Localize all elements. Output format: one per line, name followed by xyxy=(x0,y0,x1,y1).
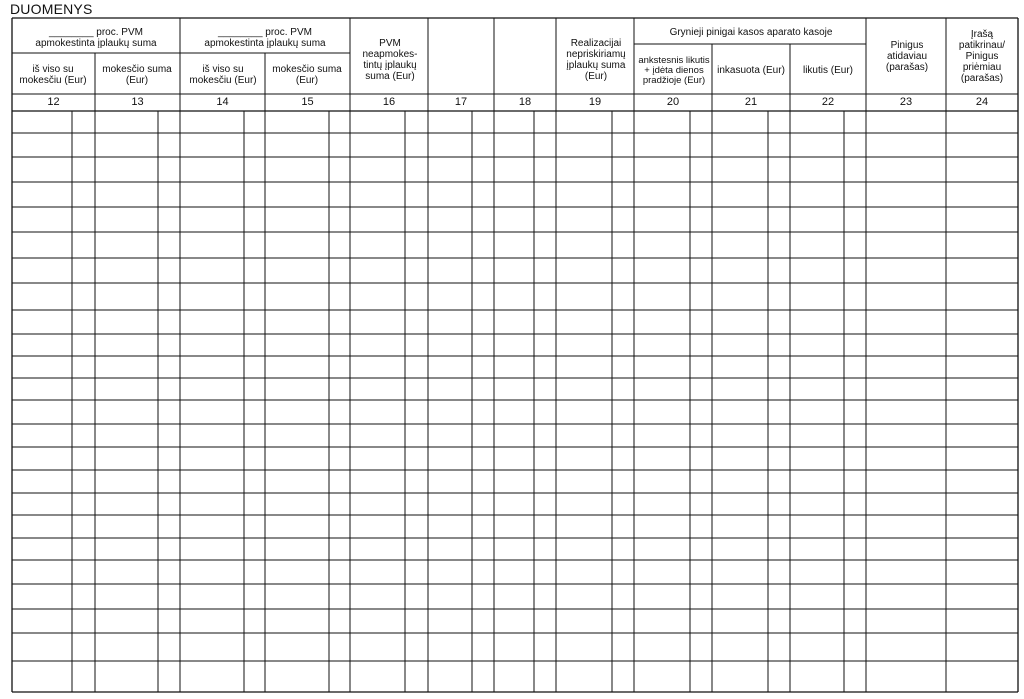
colnum-14: 14 xyxy=(216,95,229,108)
col14-header: iš viso su mokesčiu (Eur) xyxy=(189,64,257,86)
colnum-23: 23 xyxy=(899,95,913,108)
colnum-20: 20 xyxy=(666,95,680,108)
col21-header: inkasuota (Eur) xyxy=(717,65,785,76)
group-b-line1: ________ proc. PVM xyxy=(218,27,312,38)
colnum-13: 13 xyxy=(131,95,144,108)
col24-header: Įrašą patikrinau/ Pinigus priėmiau (parašas) xyxy=(958,28,1006,84)
colnum-19: 19 xyxy=(588,95,602,108)
colnum-18: 18 xyxy=(518,95,532,108)
col16-header: PVM neapmokes-tintų įplaukų suma (Eur) xyxy=(362,38,418,82)
col13-header: mokesčio suma (Eur) xyxy=(102,64,172,86)
col23-header: Pinigus atidaviau (parašas) xyxy=(885,39,929,73)
col20-header: ankstesnis likutis + įdėta dienos pradžioje (Eur) xyxy=(638,54,710,86)
group-a-header xyxy=(12,23,180,53)
colnum-24: 24 xyxy=(975,95,989,108)
col22-header: likutis (Eur) xyxy=(802,65,853,76)
colnum-22: 22 xyxy=(821,95,835,108)
col15-header: mokesčio suma (Eur) xyxy=(272,64,342,86)
colnum-21: 21 xyxy=(744,95,758,108)
group-b-header xyxy=(181,23,349,53)
colnum-15: 15 xyxy=(301,95,314,108)
col12-header: iš viso su mokesčiu (Eur) xyxy=(19,64,87,86)
col19-header: Realizacijai nepriskiriamų įplaukų suma (Eur) xyxy=(566,38,626,82)
group-a-line1: ________ proc. PVM xyxy=(49,27,143,38)
colnum-12: 12 xyxy=(47,95,60,108)
colnum-17: 17 xyxy=(454,95,468,108)
colnum-16: 16 xyxy=(382,95,396,108)
group-a-line2: apmokestinta įplaukų suma xyxy=(35,38,157,49)
page-title: DUOMENYS xyxy=(10,1,93,17)
cash-group-header: Grynieji pinigai kasos aparato kasoje xyxy=(669,26,833,38)
group-b-line2: apmokestinta įplaukų suma xyxy=(204,38,326,49)
